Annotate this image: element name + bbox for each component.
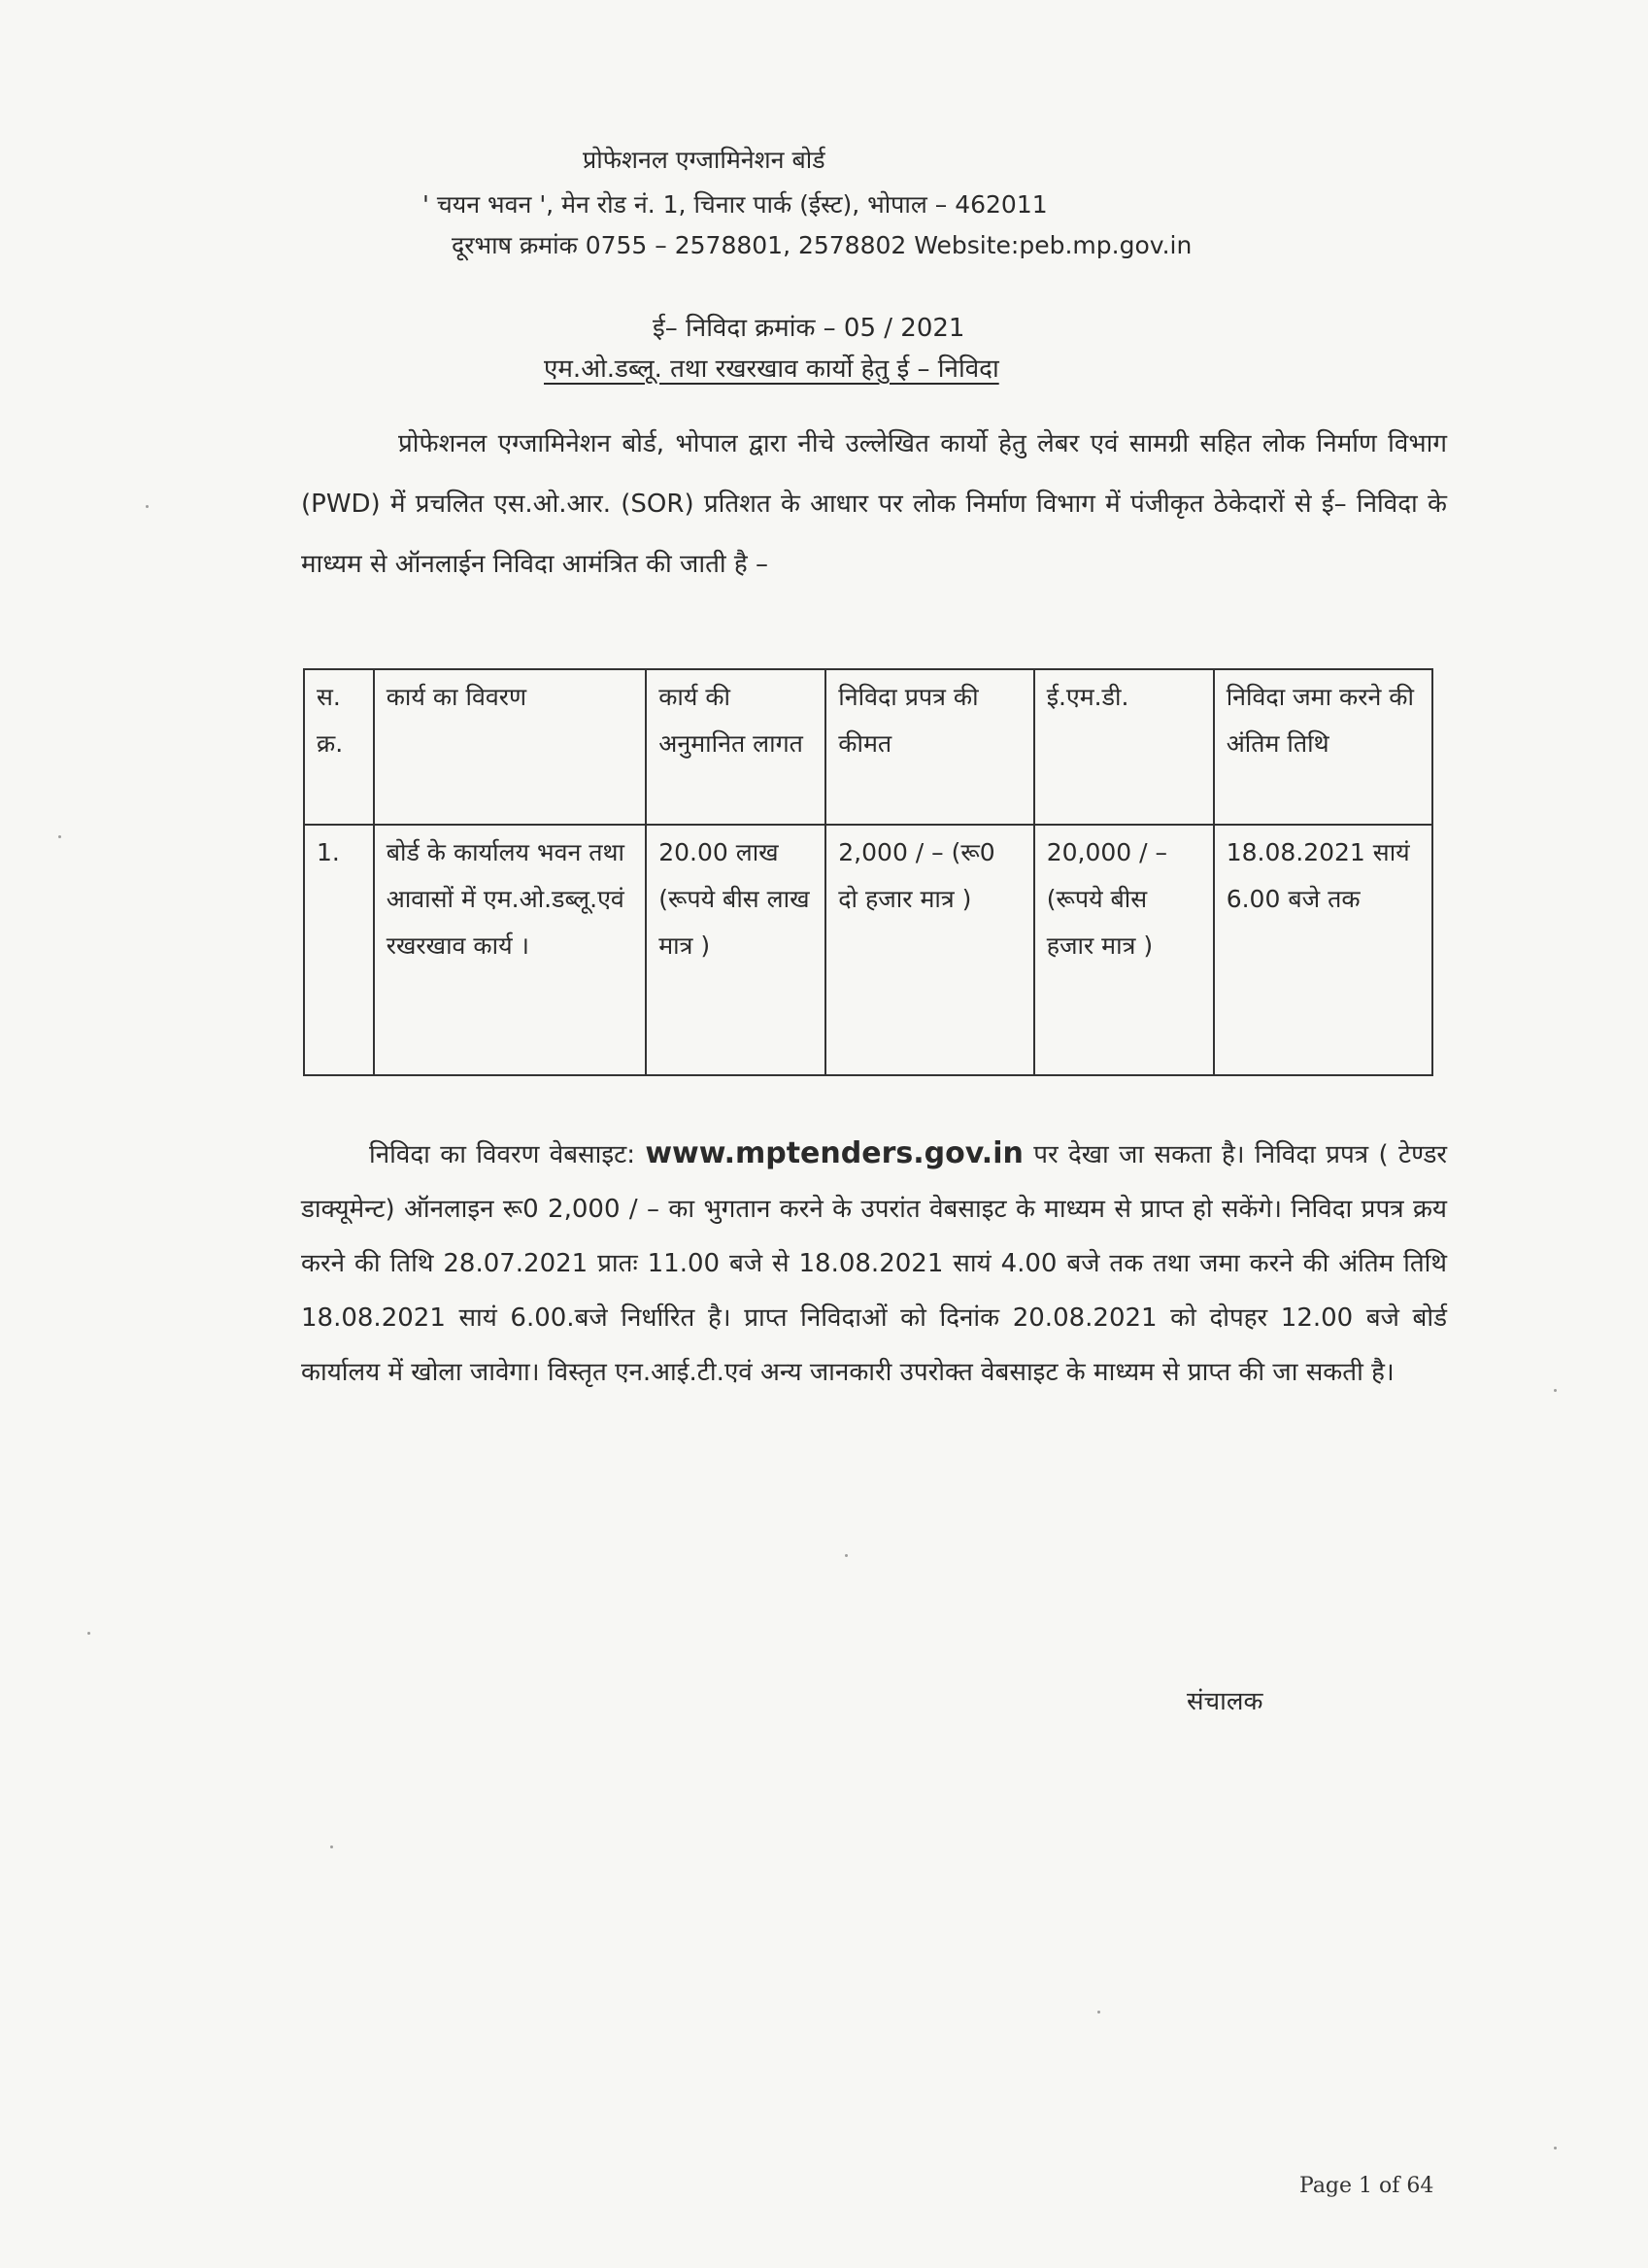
scan-speck (845, 1554, 848, 1557)
table-header-row (304, 669, 1432, 825)
col-header-cost: कार्य की अनुमानित लागत (646, 669, 825, 825)
details-part2: पर देखा जा सकता है। निविदा प्रपत्र ( टेण्डर डाक्यूमेन्ट) ऑनलाइन रू0 2,000 / – का भुगतान करने के उपरांत वेबसाइट के माध्यम से प्राप्त हो सकेंगे। निविदा प्रपत्र क्रय करने की तिथि 28.07.2021 प्रातः 11.00 बजे से 18.08.2021 सायं 4.00 बजे तक तथा जमा करने की अंतिम तिथि 18.08.2021 सायं 6.00.बजे निर्धारित है। प्राप्त निविदाओं को दिनांक 20.08.2021 को दोपहर 12.00 बजे बोर्ड कार्यालय में खोला जावेगा। विस्तृत एन.आई.टी.एवं अन्य जानकारी उपरोक्त वेबसाइट के माध्यम से प्राप्त की जा सकती है। (301, 1140, 1448, 1387)
scan-speck (58, 835, 61, 838)
tender-website-link[interactable]: www.mptenders.gov.in (645, 1136, 1024, 1170)
intro-paragraph-box (301, 414, 1447, 594)
col-header-emd: ई.एम.डी. (1034, 669, 1214, 825)
org-name: प्रोफेशनल एग्जामिनेशन बोर्ड (583, 146, 825, 174)
scan-speck (146, 505, 149, 508)
scan-speck (1554, 2147, 1557, 2150)
scan-speck (330, 1845, 333, 1848)
cell-last-date: 18.08.2021 सायं 6.00 बजे तक (1214, 825, 1432, 1075)
tender-table (303, 668, 1433, 1076)
col-header-last-date: निविदा जमा करने की अंतिम तिथि (1214, 669, 1432, 825)
col-header-form-price: निविदा प्रपत्र की कीमत (825, 669, 1033, 825)
table-row (304, 825, 1432, 1075)
scan-speck (1554, 1389, 1557, 1392)
col-header-description: कार्य का विवरण (374, 669, 647, 825)
details-paragraph-box (301, 1127, 1447, 1400)
org-phone: दूरभाष क्रमांक 0755 – 2578801, 2578802 Website:peb.mp.gov.in (452, 231, 1193, 259)
cell-sno: 1. (304, 825, 374, 1075)
intro-paragraph: प्रोफेशनल एग्जामिनेशन बोर्ड, भोपाल द्वारा नीचे उल्लेखित कार्यो हेतु लेबर एवं सामग्री सहित लोक निर्माण विभाग (PWD) में प्रचलित एस.ओ.आर. (SOR) प्रतिशत के आधार पर लोक निर्माण विभाग में पंजीकृत ठेकेदारों से ई– निविदा के माध्यम से ऑनलाईन निविदा आमंत्रित की जाती है – (301, 429, 1447, 579)
details-paragraph (301, 1127, 1447, 1400)
scan-speck (87, 1632, 90, 1635)
scan-speck (1097, 2011, 1100, 2014)
org-address: ' चयन भवन ', मेन रोड नं. 1, चिनार पार्क (ईस्ट), भोपाल – 462011 (422, 190, 1048, 219)
cell-emd: 20,000 / – (रूपये बीस हजार मात्र ) (1034, 825, 1214, 1075)
tender-subject (544, 350, 1418, 385)
cell-form-price: 2,000 / – (रू0 दो हजार मात्र ) (825, 825, 1033, 1075)
cell-description: बोर्ड के कार्यालय भवन तथा आवासों में एम.ओ.डब्लू.एवं रखरखाव कार्य । (374, 825, 647, 1075)
col-header-sno: स. क्र. (304, 669, 374, 825)
signature-title: संचालक (1187, 1687, 1263, 1716)
details-part1: निविदा का विवरण वेबसाइट: (369, 1140, 635, 1169)
tender-number: ई– निविदा क्रमांक – 05 / 2021 (653, 314, 965, 343)
page-number: Page 1 of 64 (1299, 2174, 1434, 2198)
tender-subject-text: एम.ओ.डब्लू. तथा रखरखाव कार्यो हेतु ई – निविदा (544, 355, 999, 384)
cell-cost: 20.00 लाख (रूपये बीस लाख मात्र ) (646, 825, 825, 1075)
